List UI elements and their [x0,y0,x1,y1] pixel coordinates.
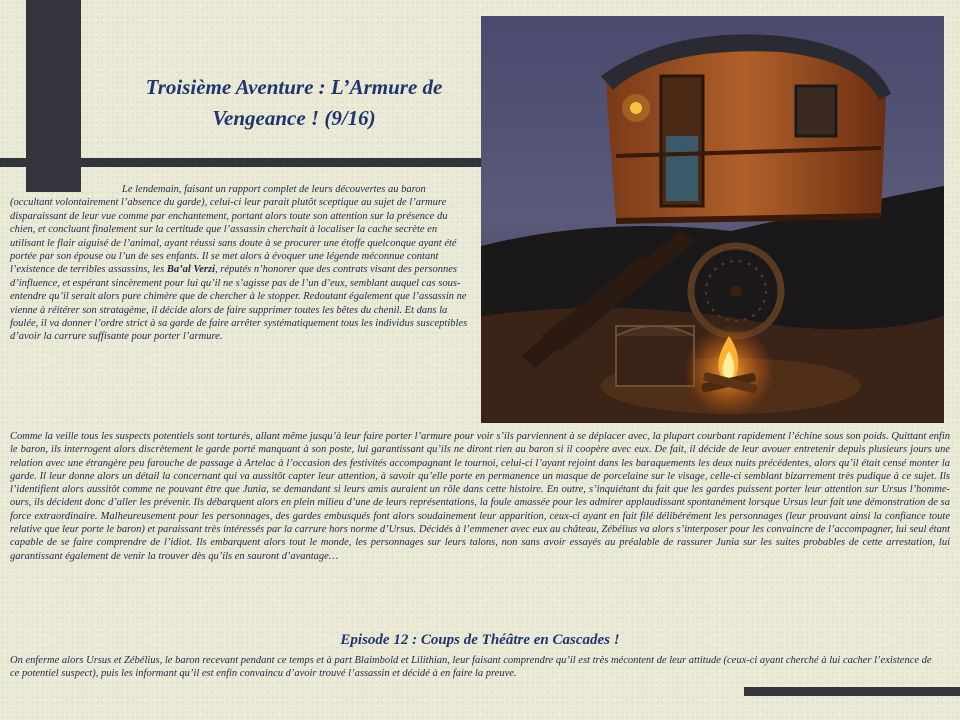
caravan-campfire-illustration [481,16,944,423]
episode-heading: Episode 12 : Coups de Théâtre en Cascades ! [340,632,620,648]
intro-paragraph-bold-term: Ba’al Verzi [166,264,216,276]
page-title-line2: Vengeance ! (9/16) [212,106,376,130]
page-title [104,72,484,134]
episode-paragraph: On enferme alors Ursus et Zébélius, le baron recevant pendant ce temps et à part Blaimbold et Lilithian, leur faisant comprendre qu’il est très mécontent de leur attitude (ceux-ci ayant cherché à lui cacher l’existence de ce potentiel suspect), puis les informant qu’il est enfin convaincu d’avoir trouvé l’assassin et décidé à en faire la preuve. [10,655,932,680]
page-title-line1: Troisième Aventure : L’Armure de [145,75,443,99]
intro-paragraph [10,183,468,344]
decorative-horizontal-bar-top [0,158,481,167]
intro-paragraph-text-b: , réputés n’honorer que des contrats visant des personnes d’influence, et espérant sincèrement pour lui qu’il ne s’agisse pas de l’un d’eux, semblant auquel cas sous-entendre qu’il serait alors pure chimère que de chercher à le stopper. Redoutant également que l’assassin ne vienne à réitérer son stratagème, il décide alors de faire supprimer toutes les bêtes du chenil. Et dans la foulée, il va donner l’ordre strict à sa garde de faire arrêter systématiquement tous les individus susceptibles d’avoir la carrure suffisante pour porter l’armure. [10,264,468,343]
decorative-horizontal-bar-bottom [744,687,960,696]
caravan-icon [481,16,944,423]
intro-paragraph-text-a: Le lendemain, faisant un rapport complet de leurs découvertes au baron (occultant volontairement l’absence du garde), celui-ci leur parait plutôt sceptique au sujet de l’armure disparaissant de leur vue comme par enchantement, portant alors toute son attention sur la présence du chien, et concluant finalement sur la certitude que l’assassin cherchait à localiser la cache secrète en utilisant le flair aiguisé de l’animal, ayant réussi sans doute à se procurer une étoffe quelconque ayant été portée par son épouse ou l’un de ses enfants. Il se met alors à évoquer une légende méconnue contant l’existence de terribles assassins, les [10,184,457,276]
main-paragraph: Comme la veille tous les suspects potentiels sont torturés, allant même jusqu’à leur faire porter l’armure pour voir s’ils parviennent à se déplacer avec, la plupart courbant rapidement l’échine sous son poids. Quittant enfin le baron, ils interrogent alors discrètement le garde porté manquant à son poste, lui garantissant qu’ils ne diront rien au baron si il coopère avec eux. De fait, il décide de leur avouer entretenir depuis plusieurs jours une relation avec une étrangère peu farouche de passage à Artelac à l’occasion des festivités accompagnant le tournoi, celui-ci l’ayant rejoint dans les baraquements les deux nuits précédentes, alors qu’il était censé monter la garde. Il leur donne alors un détail la concernant qui va aussitôt capter leur attention, à savoir qu’elle porte en permanence un masque de porcelaine sur le visage, celle-ci semblant bizarrement très pudique à ce sujet. Ils l’identifient alors aussitôt comme ne pouvant être que Junia, se demandant si leurs amis auraient un rôle dans cette histoire. En outre, s’inquiétant du fait que les gardes puissent porter leur attention sur Ursus l’homme-ours, ils décident donc d’aller les prévenir. Ils débarquent alors en plein milieu d’une de leurs représentations, la foule amassée pour les admirer applaudissant spontanément lorsque Ursus leur fait une démonstration de sa force extraordinaire. Malheureusement pour les personnages, des gardes embusqués font alors soudainement leur apparition, ceux-ci ayant en fait filé délibérément les personnages (leur prouvant ainsi la confiance toute relative que leur porte le baron) et paraissant très intéressés par la carrure hors norme d’Ursus. Décidés à l’emmener avec eux au château, Zébélius va alors s’interposer pour les convaincre de l’accompagner, lui seul étant capable de se faire comprendre de l’idiot. Ils embarquent alors tout le monde, les personnages sur leurs talons, non sans avoir essayés au préalable de rassurer Junia sur les suites probables de cette arrestation, lui garantissant également de venir la trouver dès qu’ils en sauront d’avantage… [10,431,950,562]
